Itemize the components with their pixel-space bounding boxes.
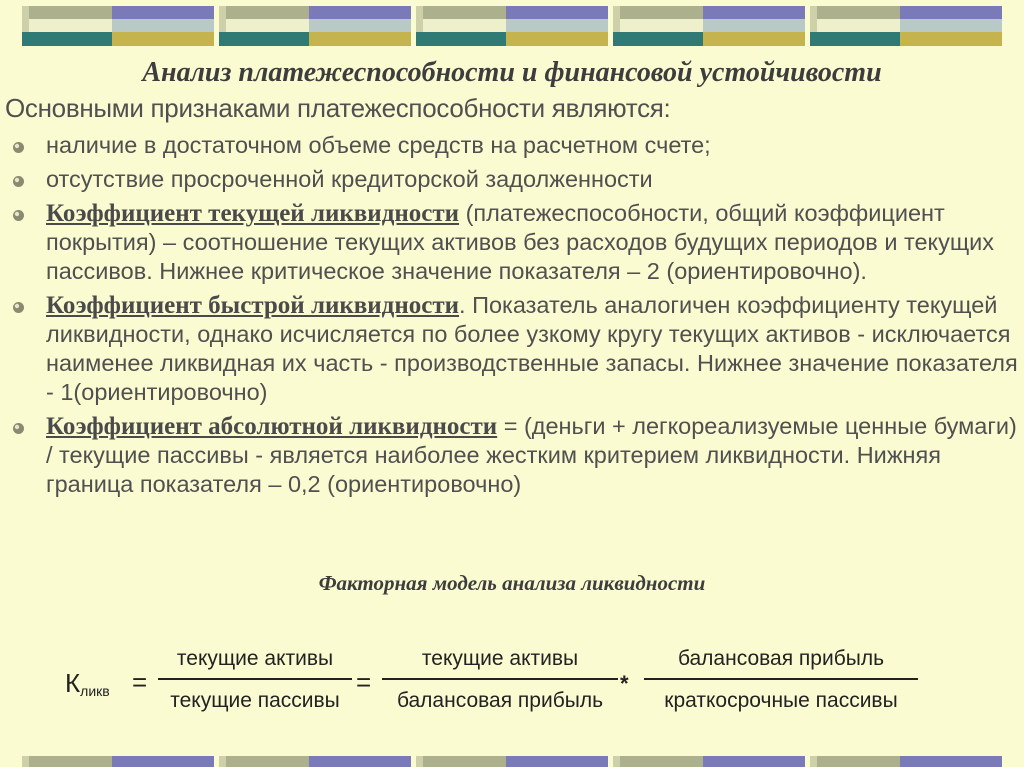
list-item (0, 131, 1022, 160)
item-text: отсутствие просроченной кредиторской задолженности (46, 166, 653, 192)
item-text: . Показатель аналогичен коэффициенту текущей ликвидности, однако исчисляется по более узкому кругу текущих активов - исключается наименее ликвидная их часть - производственные запасы. Нижнее значение показателя - 1(ориентировочно) (46, 292, 1018, 405)
fraction-3 (644, 640, 918, 718)
list-item (0, 165, 1022, 194)
item-text: наличие в достаточном объеме средств на расчетном счете; (46, 132, 711, 158)
stripe-block (810, 6, 1002, 46)
multiply-sign: * (620, 671, 629, 696)
fraction-numerator: текущие активы (176, 647, 334, 670)
slide-subtitle: Основными признаками платежеспособности являются: (5, 93, 671, 123)
list-item (0, 291, 1022, 407)
fraction-denominator: балансовая прибыль (396, 689, 604, 712)
fraction-1 (158, 640, 352, 718)
bullet-icon (12, 209, 25, 222)
list-item (0, 199, 1022, 286)
fraction-numerator: текущие активы (421, 647, 579, 670)
formula-k-letter: К (65, 668, 81, 698)
current-liquidity-term: Коэффициент текущей ликвидности (46, 200, 460, 227)
bullet-icon (12, 175, 25, 188)
bullet-icon (12, 422, 25, 435)
item-text: (платежеспособности, общий коэффициент покрытия) – соотношение текущих активов без расходов будущих периодов и текущих пассивов. Нижнее критическое значение показателя – 2 (ориентировочно). (46, 200, 995, 284)
stripe-block (810, 756, 1002, 767)
stripe-block (219, 6, 411, 46)
stripe-block (219, 756, 411, 767)
list-item (0, 412, 1022, 499)
quick-liquidity-term: Коэффициент быстрой ликвидности (46, 292, 460, 319)
top-decoration (0, 6, 1024, 46)
fraction-2 (382, 640, 618, 718)
absolute-liquidity-term: Коэффициент абсолютной ликвидности (46, 413, 498, 440)
bullet-icon (12, 141, 25, 154)
stripe-block (416, 6, 608, 46)
stripe-block (613, 6, 805, 46)
stripe-block (22, 756, 214, 767)
formula-k (65, 668, 110, 699)
slide-title: Анализ платежеспособности и финансовой устойчивости (142, 57, 882, 88)
liquidity-formula (0, 640, 1024, 730)
fraction-denominator: краткосрочные пассивы (664, 689, 898, 712)
item-text: = (деньги + легкореализуемые ценные бумаги) / текущие пассивы - является наиболее жестким критерием ликвидности. Нижняя граница показателя – 0,2 (ориентировочно) (46, 413, 1017, 497)
stripe-block (613, 756, 805, 767)
bullet-list (0, 131, 1024, 504)
fraction-numerator: балансовая прибыль (677, 647, 885, 670)
bottom-decoration (0, 756, 1024, 767)
stripe-block (22, 6, 214, 46)
equals-sign: = (356, 667, 372, 697)
fraction-denominator: текущие пассивы (170, 689, 340, 712)
stripe-block (416, 756, 608, 767)
bullet-icon (12, 301, 25, 314)
formula-k-subscript: ликв (80, 683, 110, 699)
section-heading: Факторная модель анализа ликвидности (318, 571, 706, 595)
equals-sign: = (132, 667, 148, 697)
